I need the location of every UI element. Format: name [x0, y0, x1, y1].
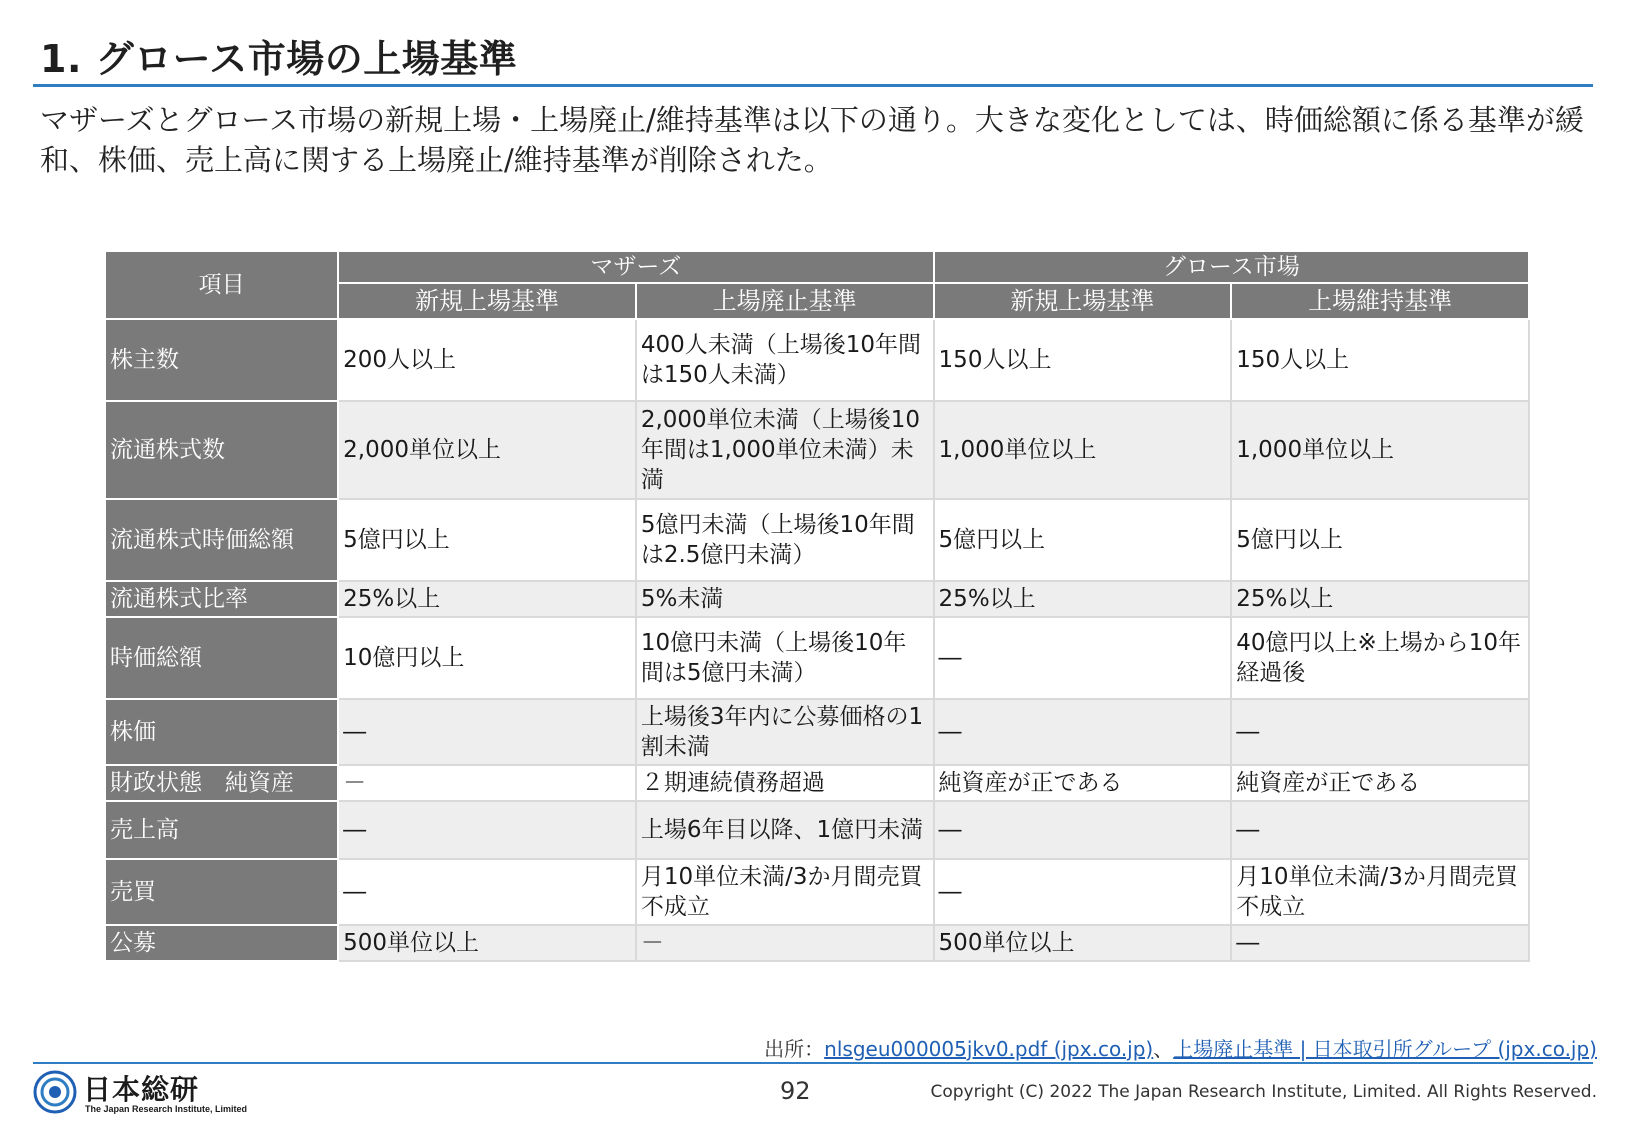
table-cell: 25%以上 — [338, 581, 636, 617]
table-cell: 25%以上 — [934, 581, 1232, 617]
source-link-pdf[interactable]: nlsgeu000005jkv0.pdf (jpx.co.jp) — [824, 1037, 1154, 1061]
table-cell: 上場後3年内に公募価格の1割未満 — [636, 699, 934, 765]
table-cell: ― — [338, 699, 636, 765]
page-title: 1. グロース市場の上場基準 — [40, 37, 518, 81]
table-cell: 1,000単位以上 — [934, 401, 1232, 499]
header-group-growth: グロース市場 — [934, 251, 1529, 283]
table-cell: ― — [934, 801, 1232, 859]
table-cell: 150人以上 — [1231, 319, 1529, 401]
row-item-label: 売上高 — [105, 801, 338, 859]
source-label: 出所： — [764, 1037, 825, 1061]
logo-subtitle: The Japan Research Institute, Limited — [85, 1104, 248, 1114]
table-body — [105, 319, 1529, 961]
copyright: Copyright (C) 2022 The Japan Research Institute, Limited. All Rights Reserved. — [930, 1082, 1597, 1102]
table-row — [105, 925, 1529, 961]
lead-text: マザーズとグロース市場の新規上場・上場廃止/維持基準は以下の通り。大きな変化としては、時価総額に係る基準が緩和、株価、売上高に関する上場廃止/維持基準が削除された。 — [40, 103, 1584, 177]
footer-divider — [33, 1062, 1593, 1064]
table-cell: ― — [1231, 699, 1529, 765]
table-row — [105, 499, 1529, 581]
table-cell: ― — [934, 617, 1232, 699]
source-separator: 、 — [1153, 1037, 1174, 1061]
table-cell: 500単位以上 — [934, 925, 1232, 961]
row-item-label: 流通株式数 — [105, 401, 338, 499]
table-cell: ― — [1231, 801, 1529, 859]
table-cell: 純資産が正である — [1231, 765, 1529, 801]
header-group-mothers: マザーズ — [338, 251, 933, 283]
page-number: 92 — [780, 1077, 811, 1105]
table-row — [105, 581, 1529, 617]
table-row — [105, 319, 1529, 401]
table-cell: ２期連続債務超過 — [636, 765, 934, 801]
table-row — [105, 765, 1529, 801]
table-cell: 25%以上 — [1231, 581, 1529, 617]
row-item-label: 流通株式比率 — [105, 581, 338, 617]
row-item-label: 時価総額 — [105, 617, 338, 699]
jri-logo-icon — [33, 1070, 77, 1114]
logo-name: 日本総研 — [83, 1073, 200, 1106]
listing-criteria-table — [104, 250, 1530, 962]
table-cell: 5億円以上 — [1231, 499, 1529, 581]
row-item-label: 株価 — [105, 699, 338, 765]
row-item-label: 公募 — [105, 925, 338, 961]
row-item-label: 株主数 — [105, 319, 338, 401]
table-cell: 1,000単位以上 — [1231, 401, 1529, 499]
table-cell: ― — [934, 699, 1232, 765]
table-row — [105, 401, 1529, 499]
header-mothers-new-listing: 新規上場基準 — [338, 283, 636, 319]
table-row — [105, 859, 1529, 925]
row-item-label: 売買 — [105, 859, 338, 925]
table-cell: ― — [338, 859, 636, 925]
row-item-label: 財政状態 純資産 — [105, 765, 338, 801]
table-cell: 10億円未満（上場後10年間は5億円未満） — [636, 617, 934, 699]
table-cell: 400人未満（上場後10年間は150人未満） — [636, 319, 934, 401]
title-divider — [33, 84, 1593, 87]
table-cell: 2,000単位以上 — [338, 401, 636, 499]
table-cell: 2,000単位未満（上場後10年間は1,000単位未満）未満 — [636, 401, 934, 499]
source-citation — [764, 1033, 1597, 1062]
row-item-label: 流通株式時価総額 — [105, 499, 338, 581]
table-cell: 5億円以上 — [934, 499, 1232, 581]
header-growth-maintenance: 上場維持基準 — [1231, 283, 1529, 319]
table-row — [105, 699, 1529, 765]
table-cell: ― — [1231, 925, 1529, 961]
table-cell: 5%未満 — [636, 581, 934, 617]
table-cell: 150人以上 — [934, 319, 1232, 401]
table-cell: 純資産が正である — [934, 765, 1232, 801]
table-cell: 200人以上 — [338, 319, 636, 401]
table-cell: 5億円以上 — [338, 499, 636, 581]
header-mothers-delisting: 上場廃止基準 — [636, 283, 934, 319]
table-cell: － — [338, 765, 636, 801]
table-cell: ― — [338, 801, 636, 859]
source-link-jpx[interactable]: 上場廃止基準 | 日本取引所グループ (jpx.co.jp) — [1173, 1037, 1597, 1061]
table-cell: 10億円以上 — [338, 617, 636, 699]
table-cell: 月10単位未満/3か月間売買不成立 — [636, 859, 934, 925]
company-logo — [33, 1068, 248, 1118]
table-row — [105, 801, 1529, 859]
table-row — [105, 617, 1529, 699]
table-cell: 500単位以上 — [338, 925, 636, 961]
table-cell: 40億円以上※上場から10年経過後 — [1231, 617, 1529, 699]
table-cell: ― — [934, 859, 1232, 925]
table-cell: － — [636, 925, 934, 961]
header-growth-new-listing: 新規上場基準 — [934, 283, 1232, 319]
table-cell: 5億円未満（上場後10年間は2.5億円未満） — [636, 499, 934, 581]
header-item: 項目 — [105, 251, 338, 319]
table-cell: 上場6年目以降、1億円未満 — [636, 801, 934, 859]
table-cell: 月10単位未満/3か月間売買不成立 — [1231, 859, 1529, 925]
